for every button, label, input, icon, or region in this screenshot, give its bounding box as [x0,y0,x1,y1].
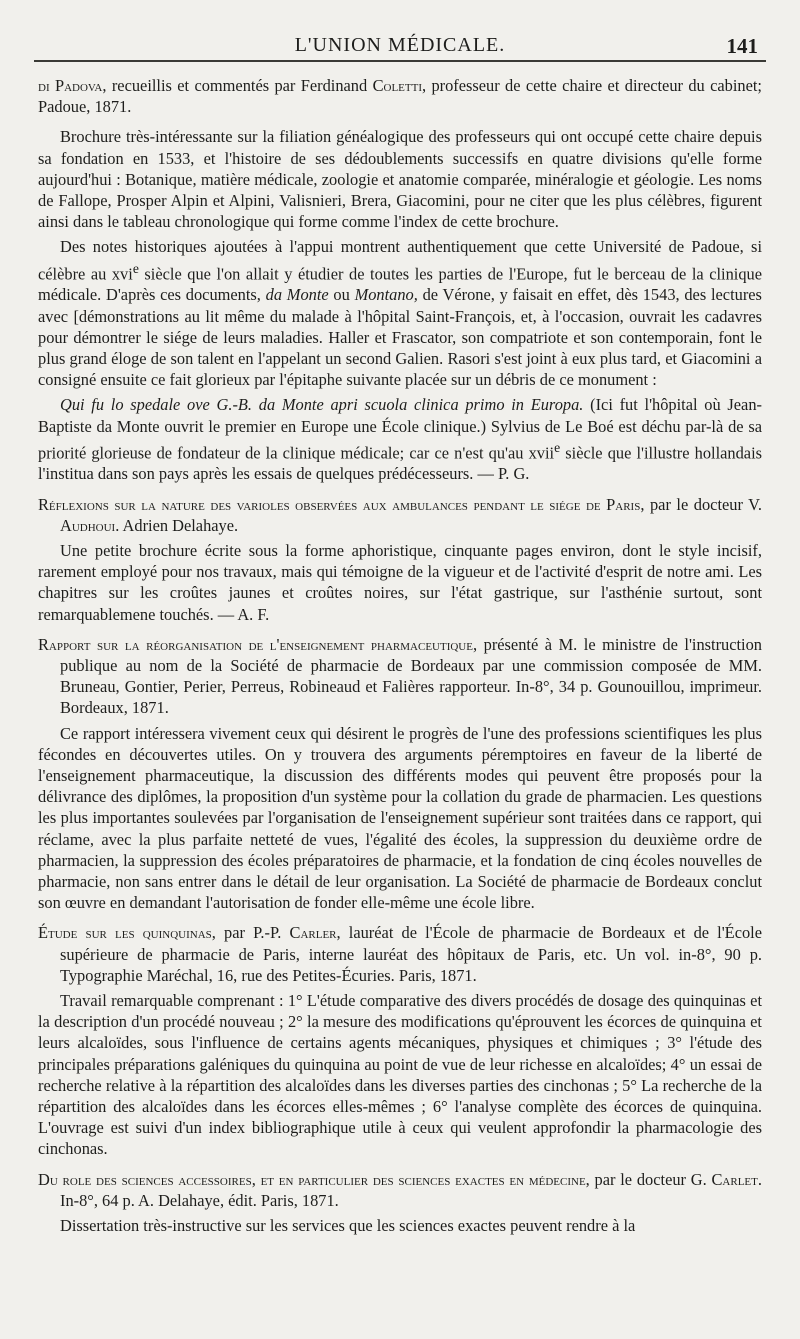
review-paragraph: Dissertation très-instructive sur les services que les sciences exactes peuvent rendre à la [60,1216,636,1236]
paragraph-continuation: di Padova, recueillis et commentés par Ferdinand Coletti, professeur de cette chaire et directeur du cabinet; Padoue, 1871. [38,76,762,117]
book-entry-heading: Du role des sciences accessoires, et en particulier des sciences exactes en médecine, par le docteur G. Carlet. In-8°, 64 p. A. Delahaye, édit. Paris, 1871. [38,1169,762,1210]
review-paragraph: Brochure très-intéressante sur la filiation généalogique des professeurs qui ont occupé cette chaire depuis sa fondation en 1533, et l'histoire de ses dédoublements successifs en quatre divisions qu'elle forme aujourd'hui : Botanique, matière médicale, zoologie et anatomie comparée, minéralogie et géologie. Les noms de Fallope, Prosper Alpin et Alpini, Valisnieri, Brera, Giacomini, pour ne citer que les plus célèbres, figurent ainsi dans le tableau chronologique qui forme comme l'index de cette brochure. [38,127,762,232]
epitaph: Qui fu lo spedale ove G.-B. da Monte apri scuola clinica primo in Europa. [60,395,584,415]
review-paragraph: Une petite brochure écrite sous la forme aphoristique, cinquante pages environ, dont le style incisif, rarement employé pour nos travaux, mais qui témoigne de la vigueur et de l'activité d'esprit de notre ami. Les chapitres sur les croûtes jaunes et croûtes noires, sur l'état gastrique, sur l'asthénie surtout, sont remarquablemene touchés. — A. F. [38,541,762,624]
running-head [34,30,766,62]
place-name: di Padova, [38,76,107,95]
review-paragraph: Ce rapport intéressera vivement ceux qui désirent le progrès de l'une des professions scientifiques les plus fécondes en découvertes utiles. On y trouvera des arguments péremptoires en faveur de la liberté de l'enseignement pharmaceutique, la discussion des différents modes qui peuvent être proposés pour la délivrance des diplômes, la proposition d'un système pour la collation du grade de pharmacien. Les questions les plus importantes soulevées par l'organisation de l'enseignement supérieur sont traitées dans ce rapport, qui réclame, avec la plus parfaite netteté de vues, l'égalité des écoles, la suppression du deuxième ordre de pharmacien, la suppression des écoles préparatoires de pharmacie, et la fondation de cinq écoles nouvelles de pharmacie, non sans entrer dans le détail de leur organisation. La Société de pharmacie de Bordeaux conclut son œuvre en demandant l'autorisation de fonder elle-même une école libre. [38,723,762,913]
author-name: Coletti, [372,76,427,95]
review-paragraph: Des notes historiques ajoutées à l'appui montrent authentiquement que cette Université de Padoue, si célèbre au xvi$^e$ siècle que l'on allait y étudier de toutes les parties de l'Europe, fut le berceau de la clinique médicale. D'après ces documents, da Monte ou Montano, de Vérone, y faisait en effet, dès 1543, des lectures avec [démonstrations au lit même du malade à l'hôpital Saint-François, et, à l'occasion, ouvrait les cadavres pour démontrer le siége de leurs maladies. Haller et Frascator, son compatriote et son contemporain, font le plus grand éloge de son talent en l'appelant un second Galien. Rasori s'est joint à eux plus tard, et Giacomini a consigné ensuite ce fait glorieux par l'épitaphe suivante placée sur un débris de ce monument : [38,237,762,390]
article-body [38,75,762,1236]
book-entry-heading: Rapport sur la réorganisation de l'enseignement pharmaceutique, présenté à M. le ministre de l'instruction publique au nom de la Société de pharmacie de Bordeaux par une commission composée de MM. Bruneau, Gontier, Perier, Perreus, Robineaud et Falières rapporteur. In-8°, 34 p. Gounouillou, imprimeur. Bordeaux, 1871. [38,634,762,718]
book-entry-heading: Réflexions sur la nature des varioles observées aux ambulances pendant le siége de Paris, par le docteur V. Audhoui. Adrien Delahaye. [38,494,762,535]
review-paragraph: Qui fu lo spedale ove G.-B. da Monte apri scuola clinica primo in Europa. (Ici fut l'hôpital où Jean-Baptiste da Monte ouvrit le premier en Europe une École clinique.) Sylvius de Le Boé est déchu par-là de sa priorité glorieuse de fondateur de la clinique médicale; car ce n'est qu'au xvii$^e$ siècle que l'illustre hollandais l'institua dans son pays après les essais de quelques prédécesseurs. — P. G. [38,395,762,484]
running-title: L'UNION MÉDICALE. [294,34,506,56]
page-number: 141 [726,34,758,58]
book-entry-heading: Étude sur les quinquinas, par P.-P. Carler, lauréat de l'École de pharmacie de Bordeaux et de l'École supérieure de pharmacie de Paris, interne lauréat des hôpitaux de Paris, etc. Un vol. in-8°, 90 p. Typographie Maréchal, 16, rue des Petites-Écuries. Paris, 1871. [38,923,762,985]
review-paragraph: Travail remarquable comprenant : 1° L'étude comparative des divers procédés de dosage des quinquinas et la description d'un procédé nouveau ; 2° la mesure des modifications qu'éprouvent les écorces de quinquina et leurs alcaloïdes, sous l'influence de certains agents mécaniques, physiques et chimiques ; 3° l'étude des principales préparations galéniques du quinquina au point de vue de leur richesse en alcaloïdes; 4° un essai de recherche relative à la répartition des alcaloïdes dans les diverses parties des cinchonas ; 5° La recherche de la répartition des alcaloïdes dans les écorces elles-mêmes ; 6° l'analyse complète des écorces de quinquina. L'ouvrage est suivi d'un index bibliographique utile à ceux qui veulent approfondir la pharmacologie des cinchonas. [38,991,762,1159]
